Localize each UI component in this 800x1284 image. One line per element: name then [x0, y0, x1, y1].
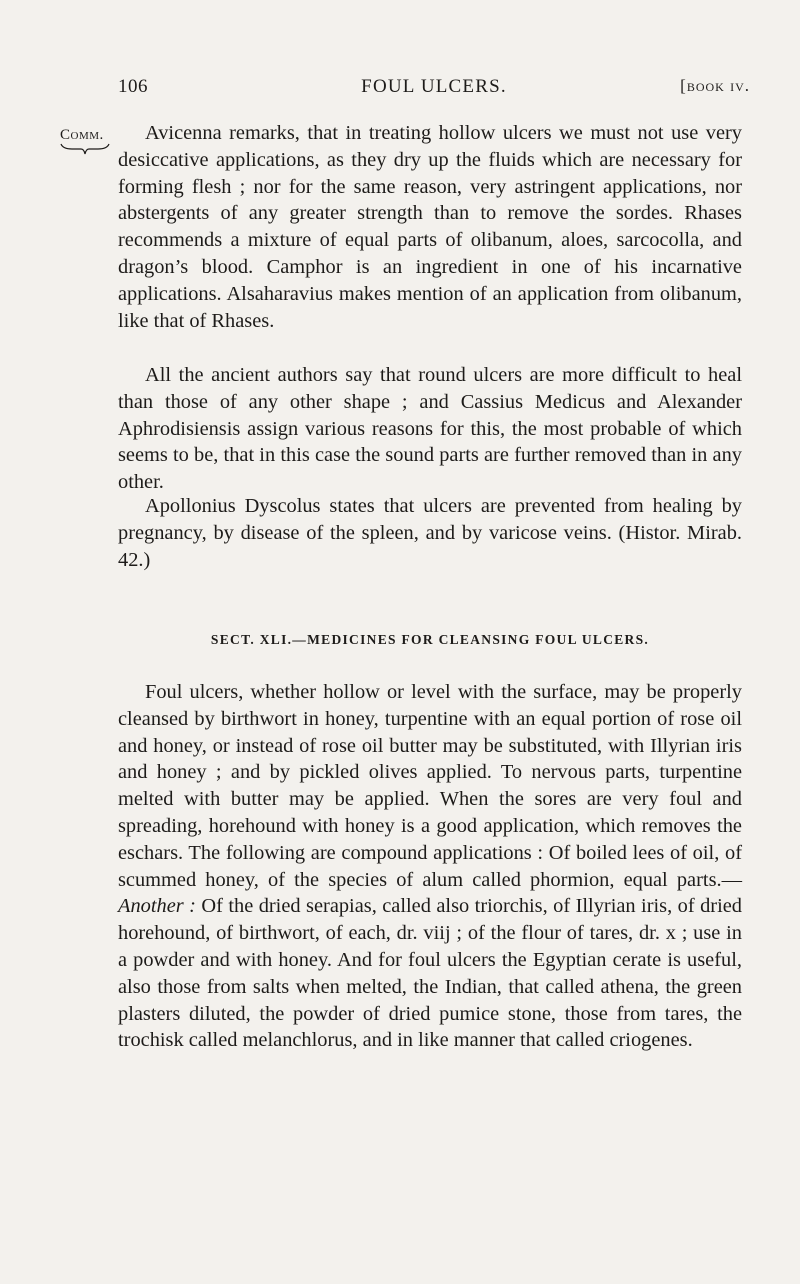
commentary-paragraph-1: Avicenna remarks, that in treating hollow ulcers we must not use very desiccative applications, as they dry up the fluids which are necessary for forming flesh ; nor for the same reason, very astringent applications, nor abstergents of any greater strength than to remove the sordes. Rhases recommends a mixture of equal parts of olibanum, aloes, sarcocolla, and dragon’s blood. Camphor is an ingredient in one of his incarnative applications. Alsaharavius makes mention of an application from olibanum, like that of Rhases.	[118, 122, 742, 332]
margin-brace	[60, 142, 110, 158]
section-body-part-1: Foul ulcers, whether hollow or level with the surface, may be properly cleansed by birthwort in honey, turpentine with an equal portion of rose oil and honey, or instead of rose oil butter may be substituted, with Illyrian iris and honey ; and by pickled olives applied. To nervous parts, turpentine melted with butter may be applied. When the sores are very foul and spreading, horehound with honey is a good application, which removes the eschars. The following are compound applications : Of boiled lees of oil, of scummed honey, of the species of alum called phormion, equal parts.—	[118, 681, 742, 891]
page-number: 106	[118, 76, 148, 97]
section-body	[118, 679, 742, 1054]
margin-note: Comm.	[60, 127, 104, 143]
section-heading: SECT. XLI.—MEDICINES FOR CLEANSING FOUL ULCERS.	[210, 632, 650, 647]
commentary-paragraph-3: Apollonius Dyscolus states that ulcers are prevented from healing by pregnancy, by disease of the spleen, and by varicose veins. (Histor. Mirab. 42.)	[118, 495, 742, 571]
running-title: FOUL ULCERS.	[361, 76, 507, 97]
section-body-italic: Another :	[118, 895, 196, 918]
running-header	[118, 76, 750, 104]
section-body-part-2: Of the dried serapias, called also triorchis, of Illyrian iris, of dried horehound, of birthwort, of each, dr. viij ; of the flour of tares, dr. x ; use in a powder and with honey. And for foul ulcers the Egyptian cerate is useful, also those from salts when melted, the Indian, that called athena, the green plasters diluted, the powder of dried pumice stone, those from tares, the trochisk called melanchlorus, and in like manner that called criogenes.	[118, 895, 742, 1052]
book-label: [book iv.	[680, 76, 750, 95]
commentary-paragraph-2: All the ancient authors say that round ulcers are more difficult to heal than those of any other shape ; and Cassius Medicus and Alexander Aphrodisiensis assign various reasons for this, the most probable of which seems to be, that in this case the sound parts are further removed than in any other.	[118, 364, 742, 494]
